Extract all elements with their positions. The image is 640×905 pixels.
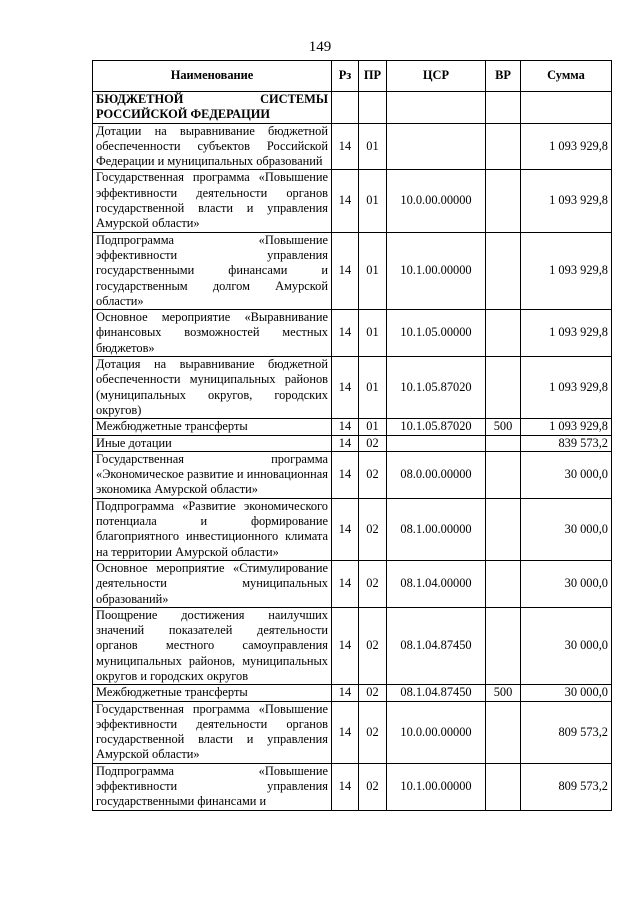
row-rz: 14: [332, 232, 359, 309]
header-rz: Рз: [332, 61, 359, 92]
row-csr: [387, 435, 486, 451]
row-csr: 10.1.00.00000: [387, 763, 486, 810]
row-pr: 01: [359, 170, 387, 232]
row-pr: 02: [359, 498, 387, 560]
table-row: [93, 435, 612, 451]
row-vr: [486, 498, 521, 560]
row-vr: [486, 607, 521, 684]
row-name: Основное мероприятие «Выравнивание финансовых возможностей местных бюджетов»: [93, 310, 332, 357]
table-row: [93, 560, 612, 607]
row-sum: 30 000,0: [521, 498, 612, 560]
row-name: БЮДЖЕТНОЙ СИСТЕМЫ РОССИЙСКОЙ ФЕДЕРАЦИИ: [93, 92, 332, 124]
row-rz: 14: [332, 701, 359, 763]
row-sum: 1 093 929,8: [521, 357, 612, 419]
row-csr: 10.1.05.87020: [387, 357, 486, 419]
row-sum: [521, 92, 612, 124]
table-row: [93, 701, 612, 763]
row-sum: 30 000,0: [521, 607, 612, 684]
row-sum: 809 573,2: [521, 701, 612, 763]
row-vr: 500: [486, 685, 521, 701]
row-pr: 02: [359, 560, 387, 607]
row-name: Основное мероприятие «Стимулирование деятельности муниципальных образований»: [93, 560, 332, 607]
row-rz: 14: [332, 419, 359, 435]
row-rz: 14: [332, 607, 359, 684]
row-csr: 08.1.04.87450: [387, 607, 486, 684]
table-row: [93, 498, 612, 560]
row-name: Дотация на выравнивание бюджетной обеспеченности муниципальных районов (муниципальных округов, городских округов): [93, 357, 332, 419]
row-sum: 30 000,0: [521, 560, 612, 607]
row-pr: 01: [359, 232, 387, 309]
row-vr: [486, 560, 521, 607]
table-row: [93, 92, 612, 124]
row-vr: 500: [486, 419, 521, 435]
row-sum: 30 000,0: [521, 685, 612, 701]
budget-table: [92, 60, 612, 811]
row-vr: [486, 170, 521, 232]
row-vr: [486, 763, 521, 810]
row-pr: 01: [359, 123, 387, 170]
row-pr: 02: [359, 607, 387, 684]
row-rz: 14: [332, 685, 359, 701]
row-vr: [486, 701, 521, 763]
row-pr: 02: [359, 451, 387, 498]
row-rz: 14: [332, 560, 359, 607]
row-csr: 10.1.05.87020: [387, 419, 486, 435]
row-rz: 14: [332, 357, 359, 419]
row-name: Межбюджетные трансферты: [93, 419, 332, 435]
row-csr: 08.1.00.00000: [387, 498, 486, 560]
row-csr: 10.0.00.00000: [387, 170, 486, 232]
row-pr: 01: [359, 419, 387, 435]
row-name: Поощрение достижения наилучших значений показателей деятельности органов местного самоуправления муниципальных районов, муниципальных округов и городских округов: [93, 607, 332, 684]
header-vr: ВР: [486, 61, 521, 92]
row-rz: [332, 92, 359, 124]
table-row: [93, 232, 612, 309]
header-csr: ЦСР: [387, 61, 486, 92]
row-rz: 14: [332, 310, 359, 357]
row-csr: 10.1.00.00000: [387, 232, 486, 309]
table-row: [93, 170, 612, 232]
row-csr: 10.0.00.00000: [387, 701, 486, 763]
row-name: Иные дотации: [93, 435, 332, 451]
row-name: Государственная программа «Повышение эффективности деятельности органов государственной власти и управления Амурской области»: [93, 170, 332, 232]
row-rz: 14: [332, 498, 359, 560]
row-sum: 839 573,2: [521, 435, 612, 451]
row-pr: [359, 92, 387, 124]
row-sum: 1 093 929,8: [521, 232, 612, 309]
row-name: Государственная программа «Повышение эффективности деятельности органов государственной власти и управления Амурской области»: [93, 701, 332, 763]
row-rz: 14: [332, 170, 359, 232]
row-csr: 08.1.04.00000: [387, 560, 486, 607]
header-pr: ПР: [359, 61, 387, 92]
table-row: [93, 357, 612, 419]
row-name: Подпрограмма «Развитие экономического потенциала и формирование благоприятного инвестиционного климата на территории Амурской области»: [93, 498, 332, 560]
row-sum: 1 093 929,8: [521, 310, 612, 357]
row-name: Межбюджетные трансферты: [93, 685, 332, 701]
row-name: Дотации на выравнивание бюджетной обеспеченности субъектов Российской Федерации и муниципальных образований: [93, 123, 332, 170]
page-number: 149: [308, 39, 332, 55]
row-vr: [486, 357, 521, 419]
row-pr: 01: [359, 357, 387, 419]
row-rz: 14: [332, 435, 359, 451]
row-pr: 02: [359, 701, 387, 763]
table-row: [93, 123, 612, 170]
table-row: [93, 451, 612, 498]
row-vr: [486, 435, 521, 451]
table-row: [93, 685, 612, 701]
row-vr: [486, 310, 521, 357]
header-sum: Сумма: [521, 61, 612, 92]
row-pr: 01: [359, 310, 387, 357]
row-sum: 1 093 929,8: [521, 419, 612, 435]
row-name: Государственная программа «Экономическое развитие и инновационная экономика Амурской области»: [93, 451, 332, 498]
row-sum: 1 093 929,8: [521, 123, 612, 170]
row-sum: 30 000,0: [521, 451, 612, 498]
row-pr: 02: [359, 763, 387, 810]
row-pr: 02: [359, 435, 387, 451]
row-vr: [486, 451, 521, 498]
row-vr: [486, 123, 521, 170]
row-name: Подпрограмма «Повышение эффективности управления государственными финансами и государственным долгом Амурской области»: [93, 232, 332, 309]
row-sum: 809 573,2: [521, 763, 612, 810]
row-vr: [486, 232, 521, 309]
table-row: [93, 763, 612, 810]
row-rz: 14: [332, 763, 359, 810]
row-pr: 02: [359, 685, 387, 701]
row-vr: [486, 92, 521, 124]
row-csr: [387, 123, 486, 170]
row-rz: 14: [332, 451, 359, 498]
table-row: [93, 607, 612, 684]
table-row: [93, 419, 612, 435]
row-csr: [387, 92, 486, 124]
row-sum: 1 093 929,8: [521, 170, 612, 232]
header-name: Наименование: [93, 61, 332, 92]
row-rz: 14: [332, 123, 359, 170]
row-csr: 08.0.00.00000: [387, 451, 486, 498]
row-csr: 08.1.04.87450: [387, 685, 486, 701]
row-csr: 10.1.05.00000: [387, 310, 486, 357]
table-row: [93, 310, 612, 357]
table-header-row: [93, 61, 612, 92]
row-name: Подпрограмма «Повышение эффективности управления государственными финансами и: [93, 763, 332, 810]
